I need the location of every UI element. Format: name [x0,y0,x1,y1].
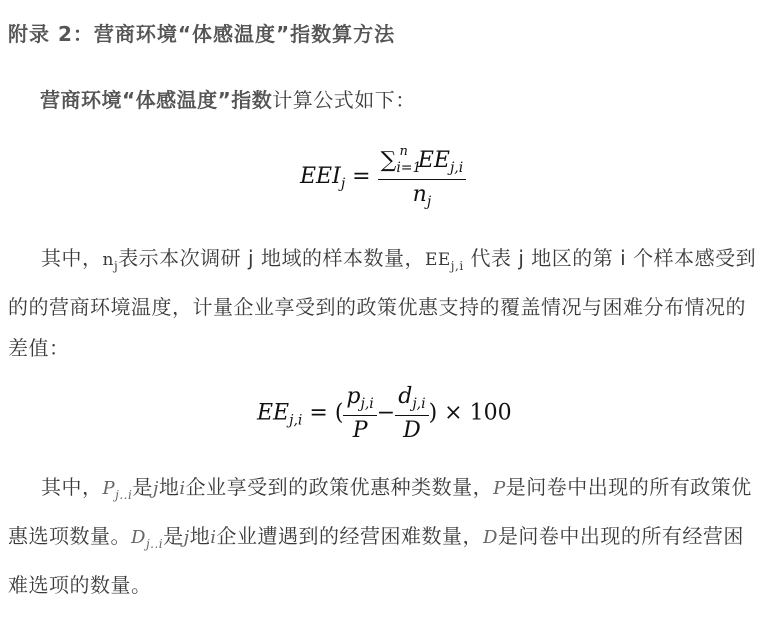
ee-term: EE [417,148,450,173]
d-symbol: d [398,384,413,409]
p-inline: P [102,478,116,499]
i-inline: i [210,527,217,548]
intro-text: 计算公式如下： [272,88,416,112]
p-numerator [343,384,376,416]
eei-fraction [378,144,467,210]
n-inline-subscript: j [113,259,119,273]
p-inline-subscript: j..i [115,488,133,502]
i-inline: i [179,478,186,499]
ee-subscript: j,i [289,412,303,429]
index-name: 营商环境“体感温度”指数 [40,88,273,112]
text-segment: 是问卷中出现的所有政策优惠选项数量。 [8,475,752,548]
j-inline: j [152,478,159,499]
p-symbol: p [346,384,361,409]
formula-eei [300,144,466,210]
text-segment: 企业遭遇到的经营困难数量， [216,524,483,548]
n-inline: n [102,250,114,270]
text-segment: 企业享受到的政策优惠种类数量， [185,475,494,499]
text-segment: 其中， [41,475,103,499]
ee-inline: EE [424,250,451,270]
d-fraction [395,384,428,443]
n-symbol: n [412,182,427,207]
formula-ee [257,384,512,443]
text-segment: 表示本次调研 j 地域的样本数量， [118,246,425,270]
equals-paren: = ( [309,400,344,426]
d-denominator: D [403,418,421,443]
sum-symbol: ∑ [380,148,397,173]
eei-symbol: EEI [300,164,341,189]
definition-paragraph-2 [8,467,762,606]
eei-denominator [378,180,467,210]
text-segment: 是问卷中出现的所有经营困难选项的数量。 [8,524,744,597]
intro-paragraph [8,80,762,121]
p-denominator: P [352,418,368,443]
p-subscript: j,i [360,396,374,412]
sum-lower-limit: i=1 [396,160,422,176]
text-segment: 是 [132,475,153,499]
minus-sign: − [376,400,396,426]
text-segment: 代表 j 地区的第 i 个样本感受到的的营商环境温度，计量企业享受到的政策优惠支持的覆盖情况与困难分布情况的差值： [8,246,757,360]
ee-inline-subscript: j,i [450,259,464,273]
n-subscript: j [426,194,432,210]
d-total-inline: D [482,527,498,548]
text-segment: 地 [189,524,211,548]
appendix-heading: 附录 2：营商环境“体感温度”指数算方法 [8,22,396,46]
text-segment: 其中， [41,246,103,270]
text-segment: 是 [163,524,184,548]
d-inline: D [131,527,146,548]
d-numerator [395,384,428,416]
equals-sign: = [352,164,371,189]
text-segment: 地 [158,475,180,499]
eei-numerator [378,144,467,180]
times-hundred: ) × 100 [428,400,512,426]
d-inline-subscript: j..i [145,537,164,551]
eei-subscript: j [340,176,346,192]
definition-paragraph-1 [8,238,762,369]
sum-upper-limit: n [399,144,408,159]
ee-symbol: EE [257,400,290,426]
p-total-inline: P [493,478,506,499]
p-fraction [343,384,376,443]
d-subscript: j,i [412,396,426,412]
j-inline: j [183,527,190,548]
ee-term-subscript: j,i [449,160,464,176]
